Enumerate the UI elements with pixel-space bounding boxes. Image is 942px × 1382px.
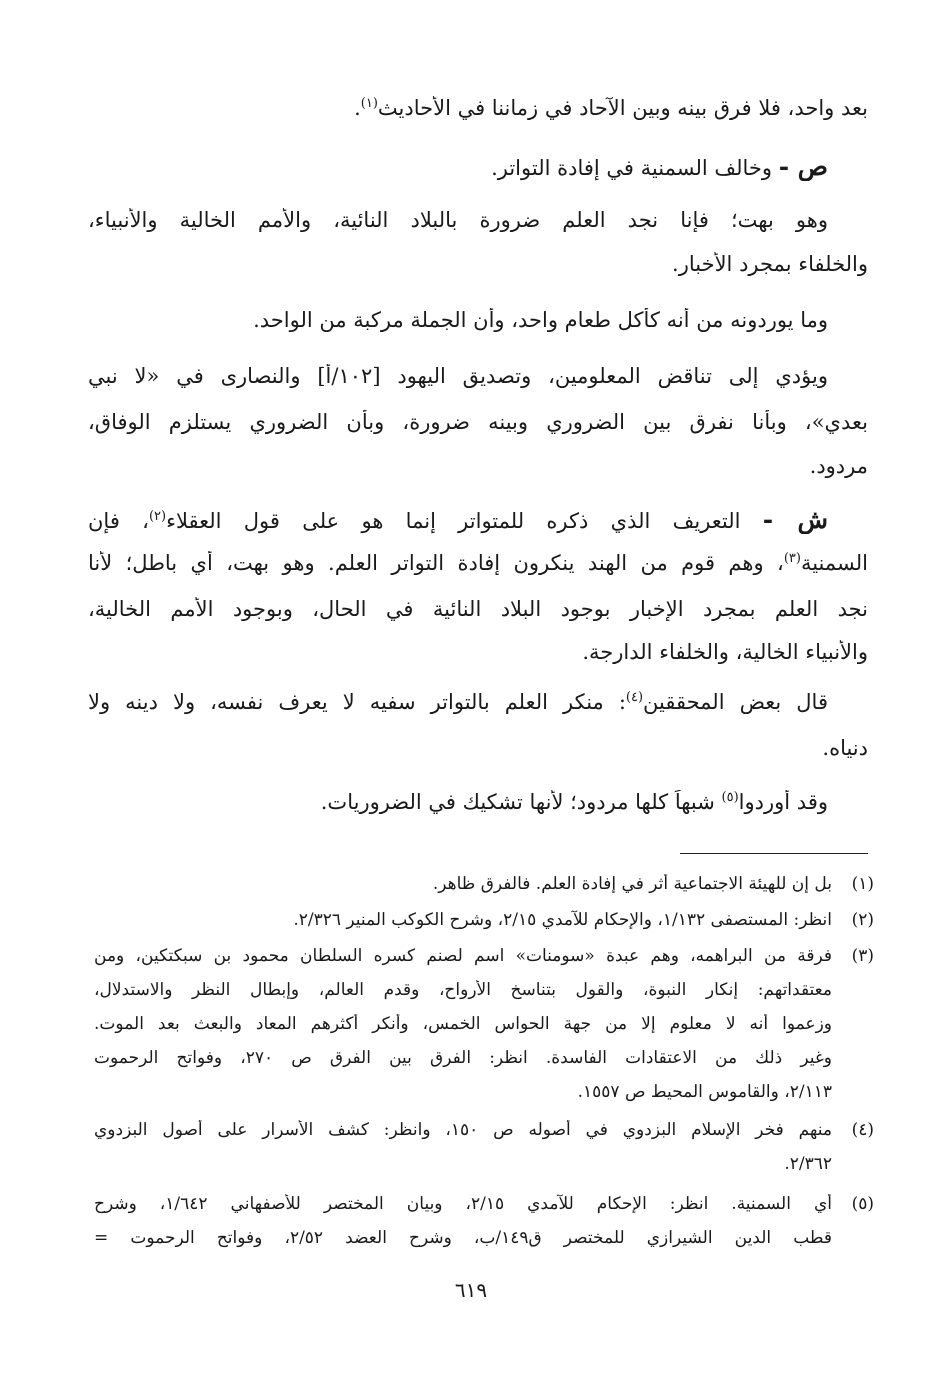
page-number: ٦١٩ — [454, 1278, 488, 1302]
text-line: والخلفاء بمجرد الأخبار. — [672, 252, 868, 276]
footnote-ref[interactable]: (٢) — [148, 509, 167, 524]
text-line: مردود. — [809, 454, 868, 478]
footnote-3: (٣)فرقة من البراهمه، وهم عبدة «سومنات» اسم لصنم كسره السلطان محمود بن سبكتكين، ومن — [94, 946, 874, 966]
text-line: قال بعض المحققين$^{(٤)}$: منكر العلم بالتواتر سفيه لا يعرف نفسه، ولا دينه ولا — [88, 690, 828, 714]
text-line: بعدي»، وبأنا نفرق بين الضروري وبينه ضرورة، وبأن الضروري يستلزم الوفاق، — [88, 410, 868, 434]
footnote-4: (٤)منهم فخر الإسلام البزدوي في أصوله ص ١٥٠، وانظر: كشف الأسرار على أصول البزدوي — [94, 1120, 874, 1140]
footnote-line: ٢/١١٣، والقاموس المحيط ص ١٥٥٧. — [577, 1082, 832, 1102]
footnote-ref[interactable]: (١) — [360, 96, 378, 111]
matn-paragraph: ص - وخالف السمنية في إفادة التواتر. — [491, 152, 828, 181]
text-line: والأنبياء الخالية، والخلفاء الدارجة. — [582, 640, 868, 664]
footnote-separator — [680, 853, 868, 854]
footnote-line: ٢/٣٦٢. — [784, 1154, 832, 1174]
text-line: وهو بهت؛ فإنا نجد العلم ضرورة بالبلاد النائية، والأمم الخالية والأنبياء، — [88, 208, 828, 232]
footnote-number: (٤) — [851, 1120, 874, 1140]
sharh-paragraph: ش - التعريف الذي ذكره للمتواتر إنما هو على قول العقلاء$^{(٢)}$، فإن — [88, 505, 829, 534]
text-line: وما يوردونه من أنه كأكل طعام واحد، وأن الجملة مركبة من الواحد. — [253, 308, 828, 332]
text-line: بعد واحد، فلا فرق بينه وبين الآحاد في زماننا في الأحاديث$^{(١)}$. — [354, 96, 868, 120]
footnote-ref[interactable]: (٥) — [721, 790, 739, 805]
sharh-marker: ش - — [762, 505, 829, 534]
footnote-number: (٣) — [851, 946, 874, 966]
footnote-line: قطب الدين الشيرازي للمختصر ق١٤٩/ب، وشرح العضد ٢/٥٢، وفواتح الرحموت = — [94, 1228, 832, 1248]
text-line: السمنية$^{(٣)}$، وهم قوم من الهند ينكرون إفادة التواتر العلم. وهو بهت، أي باطل؛ لأنا — [88, 551, 868, 575]
footnote-5: (٥)أي السمنية. انظر: الإحكام للآمدي ٢/١٥، وبيان المختصر للأصفهاني ١/٦٤٢، وشرح — [94, 1194, 874, 1214]
footnote-number: (٢) — [851, 910, 874, 930]
text-line: ويؤدي إلى تناقض المعلومين، وتصديق اليهود [١٠٢/أ] والنصارى في «لا نبي — [88, 364, 828, 388]
text-line: دنياه. — [822, 736, 868, 760]
footnote-number: (٥) — [851, 1194, 874, 1214]
text-line: وقد أوردوا$^{(٥)}$ شبهاً كلها مردود؛ لأنها تشكيك في الضروريات. — [320, 790, 828, 814]
matn-marker: ص - — [778, 152, 828, 181]
text-line: نجد العلم بمجرد الإخبار بوجود البلاد النائية في الحال، وبوجود الأمم الخالية، — [88, 597, 868, 621]
footnote-line: وزعموا أنه لا معلوم إلا من جهة الحواس الخمس، وأنكر أكثرهم المعاد والبعث بعد الموت. — [94, 1014, 832, 1034]
footnote-ref[interactable]: (٣) — [783, 551, 801, 566]
footnote-line: معتقداتهم: إنكار النبوة، والقول بتناسخ الأرواح، وقدم العالم، وإبطال النظر والاستدلال، — [94, 980, 832, 1000]
footnote-1: (١)بل إن للهيئة الاجتماعية أثر في إفادة العلم. فالفرق ظاهر. — [432, 874, 874, 894]
footnote-ref[interactable]: (٤) — [625, 690, 644, 705]
footnote-number: (١) — [851, 874, 874, 894]
footnote-line: وغير ذلك من الاعتقادات الفاسدة. انظر: الفرق بين الفرق ص ٢٧٠، وفواتح الرحموت — [94, 1048, 832, 1068]
footnote-2: (٢)انظر: المستصفى ١/١٣٢، والإحكام للآمدي ٢/١٥، وشرح الكوكب المنير ٢/٣٢٦. — [293, 910, 874, 930]
